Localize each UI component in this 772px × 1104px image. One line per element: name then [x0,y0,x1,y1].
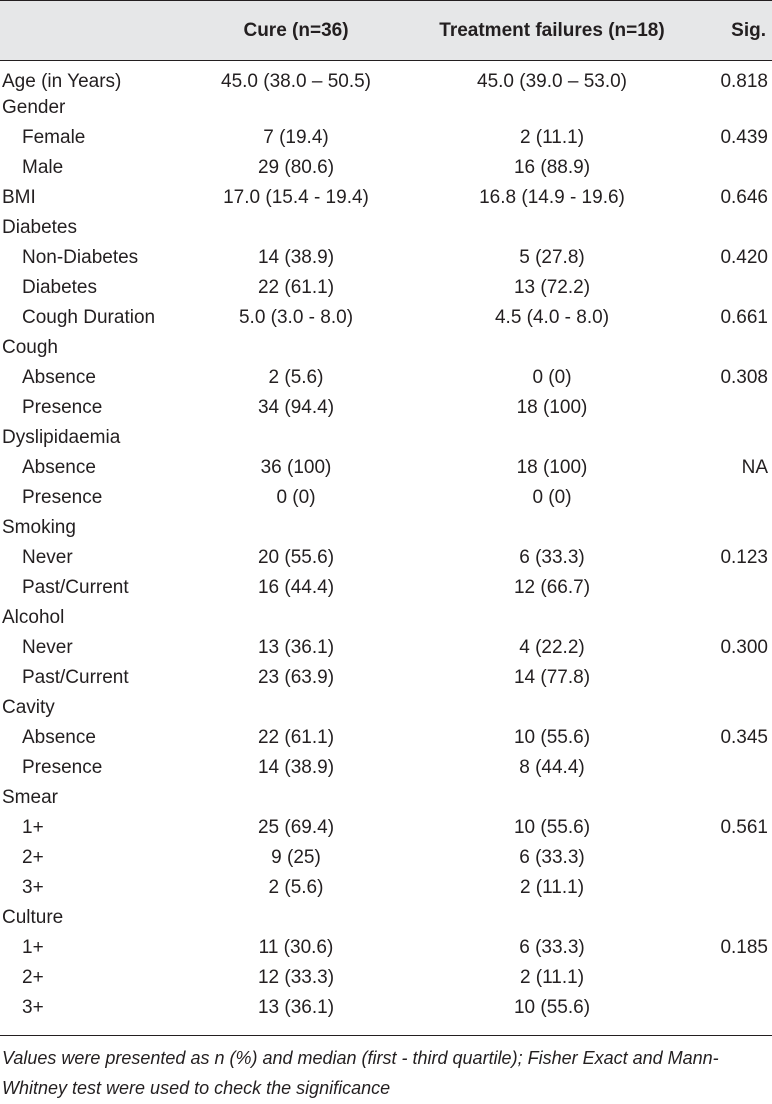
table-row [0,783,772,813]
row-label: Cavity [2,697,55,718]
failure-value [392,603,712,633]
failure-value: 10 (55.6) [513,817,591,838]
row-label: Presence [22,397,103,418]
row-label: Absence [22,367,96,388]
sig-value [712,873,772,903]
table-row [0,453,772,483]
sig-value: 0.345 [720,727,768,748]
sig-value [712,333,772,363]
failure-value [392,423,712,453]
sig-value [712,93,772,123]
sig-value [712,603,772,633]
table-row [0,633,772,663]
table-row [0,723,772,753]
table-row [0,93,772,123]
row-label: Smear [2,787,58,808]
failure-value [392,783,712,813]
table-row [0,243,772,273]
failure-value: 2 (11.1) [519,967,585,988]
cure-value: 36 (100) [260,457,332,478]
sig-value [712,903,772,933]
sig-value [712,423,772,453]
row-label: Age (in Years) [2,71,122,92]
failure-value: 5 (27.8) [519,247,585,268]
row-label: Culture [2,907,64,928]
cure-value [200,783,392,813]
cure-value [200,423,392,453]
row-label: Dyslipidaemia [2,427,121,448]
failure-value: 45.0 (39.0 – 53.0) [477,71,627,92]
row-label: Past/Current [22,667,129,688]
sig-value: 0.300 [720,637,768,658]
sig-value: 0.123 [720,547,768,568]
cure-value: 14 (38.9) [257,247,335,268]
row-label: Past/Current [22,577,129,598]
table-row [0,393,772,423]
cure-value: 34 (94.4) [257,397,335,418]
failure-value: 18 (100) [516,397,588,418]
failure-value [392,333,712,363]
header-label [0,1,200,61]
sig-value [712,663,772,693]
table-row [0,303,772,333]
cure-value: 14 (38.9) [257,757,335,778]
sig-value [712,693,772,723]
sig-value: 0.185 [720,937,768,958]
table-row [0,693,772,723]
row-label: Never [22,547,73,568]
cure-value [200,213,392,243]
cure-value: 0 (0) [276,487,316,508]
table-row [0,213,772,243]
table-row [0,273,772,303]
row-label: Presence [22,487,103,508]
failure-value: 4.5 (4.0 - 8.0) [494,307,610,328]
footnote: Values were presented as n (%) and median (first - third quartile); Fisher Exact and Mann-Whitney test were used to check the significance [2,1048,719,1098]
cure-value: 5.0 (3.0 - 8.0) [238,307,354,328]
sig-value: 0.439 [720,127,768,148]
row-label: 3+ [22,877,44,898]
sig-value [712,213,772,243]
row-label: Absence [22,457,96,478]
table-row [0,753,772,783]
sig-value: NA [741,457,768,478]
table-row [0,423,772,453]
failure-value: 18 (100) [516,457,588,478]
failure-value [392,93,712,123]
header-row [0,1,772,61]
cure-value [200,693,392,723]
row-label: BMI [2,187,36,208]
row-label: Never [22,637,73,658]
failure-value: 12 (66.7) [513,577,591,598]
table-row [0,663,772,693]
row-label: 3+ [22,997,44,1018]
failure-value: 16.8 (14.9 - 19.6) [479,187,625,208]
header-treatment-failures: Treatment failures (n=18) [392,1,712,61]
table-row [0,813,772,843]
cure-value: 25 (69.4) [257,817,335,838]
row-label: 1+ [22,817,44,838]
sig-value [712,843,772,873]
header-sig: Sig. [712,1,772,61]
row-label: Non-Diabetes [22,247,139,268]
cure-value: 20 (55.6) [257,547,335,568]
sig-value [712,963,772,993]
failure-value: 13 (72.2) [513,277,591,298]
failure-value: 6 (33.3) [519,847,585,868]
table-row [0,153,772,183]
cure-value: 23 (63.9) [257,667,335,688]
cure-value: 22 (61.1) [257,727,335,748]
failure-value: 2 (11.1) [519,877,585,898]
table-row [0,843,772,873]
cure-value [200,603,392,633]
row-label: 1+ [22,937,44,958]
cure-value: 2 (5.6) [268,877,324,898]
cure-value: 16 (44.4) [257,577,335,598]
sig-value: 0.818 [720,71,768,92]
table-row [0,873,772,903]
sig-value [712,273,772,303]
table-body [0,61,772,1024]
failure-value: 2 (11.1) [519,127,585,148]
cure-value: 29 (80.6) [257,157,335,178]
table-row [0,483,772,513]
sig-value [712,993,772,1023]
cure-value [200,333,392,363]
sig-value [712,393,772,423]
row-label: Cough Duration [22,307,156,328]
cure-value: 13 (36.1) [257,637,335,658]
sig-value [712,753,772,783]
cure-value [200,903,392,933]
failure-value: 14 (77.8) [513,667,591,688]
failure-value: 10 (55.6) [513,997,591,1018]
failure-value [392,213,712,243]
table-row [0,993,772,1023]
table-row [0,573,772,603]
cure-value: 2 (5.6) [268,367,324,388]
failure-value: 6 (33.3) [519,937,585,958]
cure-value: 13 (36.1) [257,997,335,1018]
row-label: 2+ [22,967,44,988]
sig-value: 0.661 [720,307,768,328]
sig-value [712,153,772,183]
bottom-rule [0,1035,772,1036]
table-row [0,933,772,963]
table-row [0,363,772,393]
failure-value [392,513,712,543]
row-label: Absence [22,727,96,748]
sig-value [712,783,772,813]
table-row [0,513,772,543]
row-label: Diabetes [22,277,97,298]
failure-value [392,693,712,723]
cure-value [200,513,392,543]
sig-value: 0.561 [720,817,768,838]
row-label: 2+ [22,847,44,868]
row-label: Presence [22,757,103,778]
table-row [0,963,772,993]
failure-value: 10 (55.6) [513,727,591,748]
row-label: Alcohol [2,607,65,628]
failure-value [392,903,712,933]
failure-value: 6 (33.3) [519,547,585,568]
row-label: Smoking [2,517,76,538]
row-label: Cough [2,337,58,358]
cure-value [200,93,392,123]
table-row [0,61,772,94]
sig-value: 0.420 [720,247,768,268]
cure-value: 11 (30.6) [258,937,334,958]
table-row [0,123,772,153]
cure-value: 22 (61.1) [257,277,335,298]
row-label: Male [22,157,64,178]
table-row [0,183,772,213]
cure-value: 17.0 (15.4 - 19.4) [223,187,369,208]
table-row [0,543,772,573]
cure-value: 12 (33.3) [257,967,335,988]
row-label: Female [22,127,86,148]
table-row [0,903,772,933]
sig-value [712,513,772,543]
failure-value: 16 (88.9) [513,157,591,178]
header-cure: Cure (n=36) [200,1,392,61]
sig-value: 0.308 [720,367,768,388]
failure-value: 8 (44.4) [519,757,585,778]
sig-value [712,573,772,603]
table-row [0,603,772,633]
row-label: Gender [2,97,66,118]
cure-value: 9 (25) [271,847,321,868]
sig-value [712,483,772,513]
sig-value: 0.646 [720,187,768,208]
cure-value: 45.0 (38.0 – 50.5) [221,71,371,92]
row-label: Diabetes [2,217,77,238]
failure-value: 4 (22.2) [519,637,585,658]
failure-value: 0 (0) [532,367,572,388]
failure-value: 0 (0) [532,487,572,508]
cure-value: 7 (19.4) [263,127,329,148]
table-row [0,333,772,363]
